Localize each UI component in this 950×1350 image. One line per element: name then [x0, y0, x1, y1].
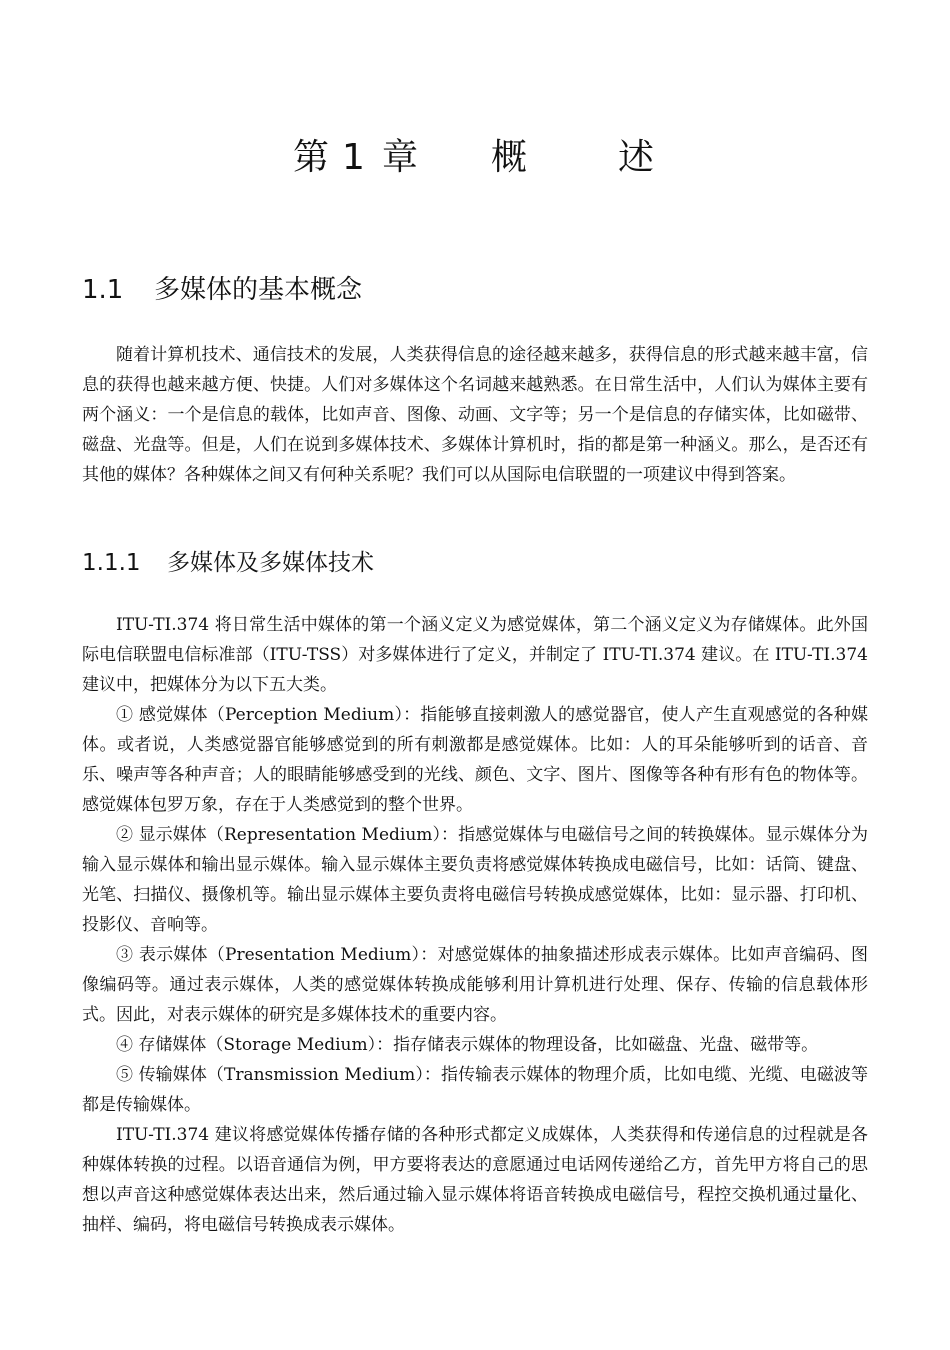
paragraph: 随着计算机技术、通信技术的发展，人类获得信息的途径越来越多，获得信息的形式越来越丰富，信息的获得也越来越方便、快捷。人们对多媒体这个名词越来越熟悉。在日常生活中，人们认为媒体主要有两个涵义：一个是信息的载体，比如声音、图像、动画、文字等；另一个是信息的存储实体，比如磁带、磁盘、光盘等。但是，人们在说到多媒体技术、多媒体计算机时，指的都是第一种涵义。那么，是否还有其他的媒体？各种媒体之间又有何种关系呢？我们可以从国际电信联盟的一项建议中得到答案。	[82, 345, 868, 485]
section-heading	[82, 270, 362, 310]
paragraph-storage-medium: ④ 存储媒体（Storage Medium）：指存储表示媒体的物理设备，比如磁盘、光盘、磁带等。	[116, 1035, 819, 1055]
chapter-prefix: 第	[293, 137, 333, 178]
chapter-word-1: 概	[490, 137, 530, 178]
section-title: 多媒体的基本概念	[154, 275, 363, 305]
subsection-number: 1.1.1	[82, 550, 141, 576]
paragraph-presentation-medium: ③ 表示媒体（Presentation Medium）：对感觉媒体的抽象描述形成表示媒体。比如声音编码、图像编码等。通过表示媒体，人类的感觉媒体转换成能够利用计算机进行处理、保存、传输的信息载体形式。因此，对表示媒体的研究是多媒体技术的重要内容。	[82, 945, 868, 1025]
chapter-word-2: 述	[617, 137, 657, 178]
subsection-body	[82, 610, 868, 1240]
subsection-title: 多媒体及多媒体技术	[167, 550, 374, 576]
paragraph-transmission-medium: ⑤ 传输媒体（Transmission Medium）：指传输表示媒体的物理介质，比如电缆、光缆、电磁波等都是传输媒体。	[82, 1065, 868, 1115]
paragraph: ITU-TI.374 将日常生活中媒体的第一个涵义定义为感觉媒体，第二个涵义定义为存储媒体。此外国际电信联盟电信标准部（ITU-TSS）对多媒体进行了定义，并制定了 ITU-TI.374 建议。在 ITU-TI.374 建议中，把媒体分为以下五大类。	[82, 615, 868, 695]
section-number: 1.1	[82, 275, 124, 305]
paragraph-perception-medium: ① 感觉媒体（Perception Medium）：指能够直接刺激人的感觉器官，使人产生直观感觉的各种媒体。或者说，人类感觉器官能够感觉到的所有刺激都是感觉媒体。比如：人的耳朵能够听到的话音、音乐、噪声等各种声音；人的眼睛能够感受到的光线、颜色、文字、图片、图像等各种有形有色的物体等。感觉媒体包罗万象，存在于人类感觉到的整个世界。	[82, 705, 868, 815]
chapter-number: 1	[342, 137, 368, 178]
chapter-suffix: 章	[381, 137, 421, 178]
chapter-title	[0, 128, 950, 188]
paragraph: ITU-TI.374 建议将感觉媒体传播存储的各种形式都定义成媒体，人类获得和传递信息的过程就是各种媒体转换的过程。以语音通信为例，甲方要将表达的意愿通过电话网传递给乙方，首先甲方将自己的思想以声音这种感觉媒体表达出来，然后通过输入显示媒体将语音转换成电磁信号，程控交换机通过量化、抽样、编码，将电磁信号转换成表示媒体。	[82, 1125, 868, 1235]
subsection-heading	[82, 545, 374, 581]
paragraph-representation-medium: ② 显示媒体（Representation Medium）：指感觉媒体与电磁信号之间的转换媒体。显示媒体分为输入显示媒体和输出显示媒体。输入显示媒体主要负责将感觉媒体转换成电磁信号，比如：话筒、键盘、光笔、扫描仪、摄像机等。输出显示媒体主要负责将电磁信号转换成感觉媒体，比如：显示器、打印机、投影仪、音响等。	[82, 825, 868, 935]
section-body	[82, 340, 868, 490]
